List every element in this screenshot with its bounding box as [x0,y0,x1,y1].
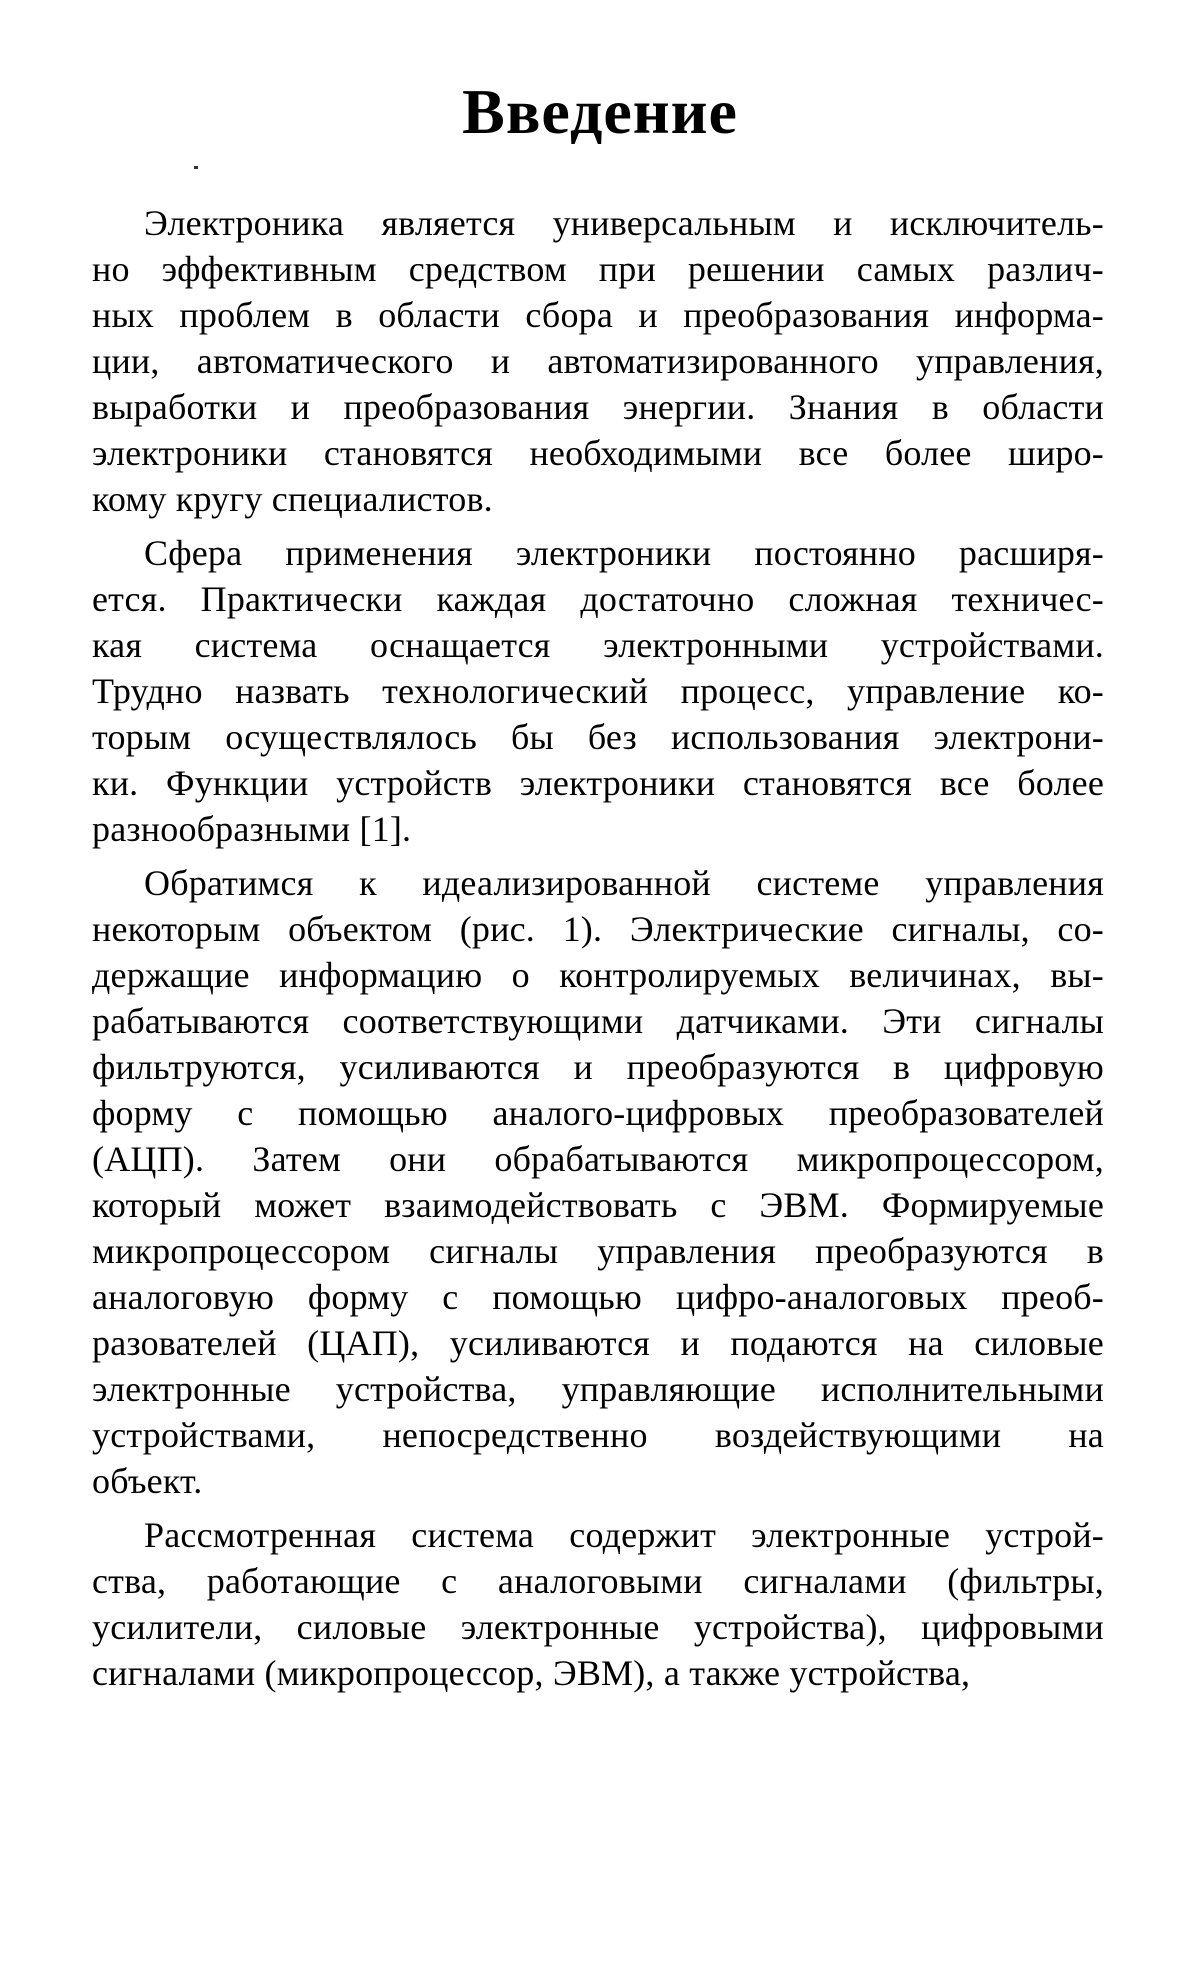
print-speck [194,166,198,169]
text-line: усилители, силовые электронные устройства), цифровыми [92,1607,1104,1647]
page-title: Введение [462,76,738,147]
text-line: рабатываются соответствующими датчиками. Эти сигналы [92,1001,1104,1041]
text-line: фильтруются, усиливаются и преобразуются в цифровую [92,1047,1104,1087]
text-line: Трудно назвать технологический процесс, управление ко- [92,671,1104,711]
text-line: устройствами, непосредственно воздействующими на [92,1415,1104,1455]
text-line: выработки и преобразования энергии. Знания в области [92,387,1104,427]
text-line: разнообразными [1]. [92,809,412,849]
text-line: кому кругу специалистов. [92,479,493,519]
text-line: Обратимся к идеализированной системе управления [144,863,1104,903]
text-line: сигналами (микропроцессор, ЭВМ), а также устройства, [92,1653,971,1693]
body-text [92,200,1104,1704]
paragraph [92,200,1104,522]
text-line: Сфера применения электроники постоянно расширя- [144,533,1104,573]
text-line: ции, автоматического и автоматизированного управления, [92,341,1104,381]
paragraph [92,1512,1104,1696]
text-line: аналоговую форму с помощью цифро-аналоговых преоб- [92,1277,1104,1317]
text-line: объект. [92,1461,203,1501]
text-line: ных проблем в области сбора и преобразования информа- [92,295,1104,335]
text-line: держащие информацию о контролируемых величинах, вы- [92,955,1104,995]
text-line: электронные устройства, управляющие исполнительными [92,1369,1104,1409]
text-line: (АЦП). Затем они обрабатываются микропроцессором, [92,1139,1104,1179]
text-line: кая система оснащается электронными устройствами. [92,625,1104,665]
paragraph [92,530,1104,852]
text-line: ется. Практически каждая достаточно сложная техничес- [92,579,1104,619]
text-line: торым осуществлялось бы без использования электрони- [92,717,1104,757]
text-line: электроники становятся необходимыми все более широ- [92,433,1104,473]
paragraph [92,860,1104,1504]
text-line: который может взаимодействовать с ЭВМ. Формируемые [92,1185,1104,1225]
text-line: разователей (ЦАП), усиливаются и подаются на силовые [92,1323,1104,1363]
text-line: Электроника является универсальным и исключитель- [144,203,1104,243]
text-line: некоторым объектом (рис. 1). Электрические сигналы, со- [92,909,1104,949]
text-line: но эффективным средством при решении самых различ- [92,249,1104,289]
text-line: форму с помощью аналого-цифровых преобразователей [92,1093,1104,1133]
text-line: Рассмотренная система содержит электронные устрой- [144,1515,1104,1555]
text-line: ства, работающие с аналоговыми сигналами (фильтры, [92,1561,1104,1601]
text-line: микропроцессором сигналы управления преобразуются в [92,1231,1104,1271]
text-line: ки. Функции устройств электроники становятся все более [92,763,1104,803]
